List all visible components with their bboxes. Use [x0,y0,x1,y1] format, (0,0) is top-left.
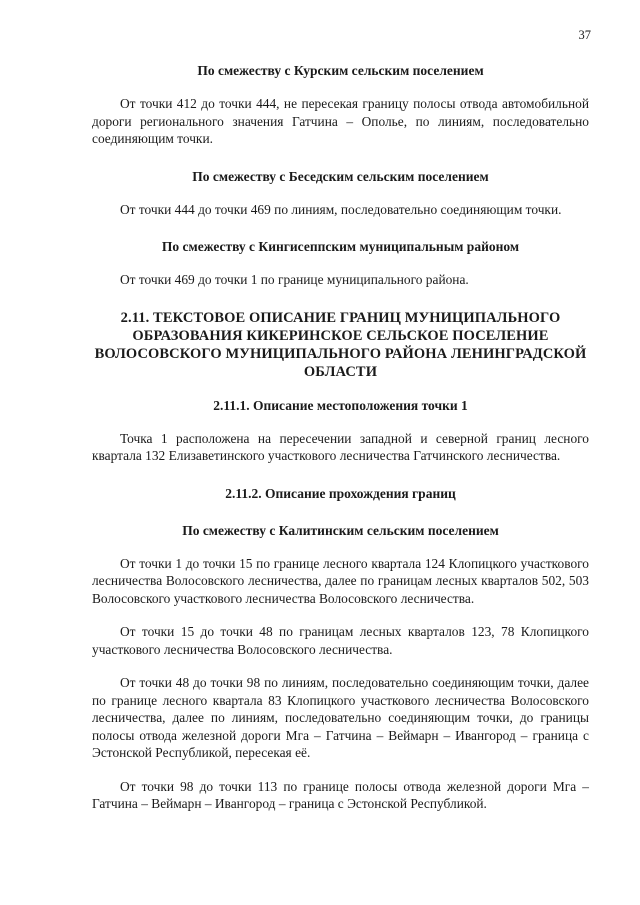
beseda-heading: По смежеству с Беседским сельским поселением [192,168,489,184]
kursk-heading: По смежеству с Курским сельским поселением [197,63,484,78]
page-number: 37 [578,28,591,42]
subsection-1-heading: 2.11.1. Описание местоположения точки 1 [213,397,468,413]
subsection-2-heading: 2.11.2. Описание прохождения границ [225,485,456,501]
main-section-heading: 2.11. ТЕКСТОВОЕ ОПИСАНИЕ ГРАНИЦ МУНИЦИПАЛЬНОГО ОБРАЗОВАНИЯ КИКЕРИНСКОЕ СЕЛЬСКОЕ ПОСЕЛЕНИЕ ВОЛОСОВСКОГО МУНИЦИПАЛЬНОГО РАЙОНА ЛЕНИНГРАДСКОЙ ОБЛАСТИ [94,309,587,380]
kingisepp-paragraph: От точки 469 до точки 1 по границе муниципального района. [120,272,469,287]
kalitino-paragraph-3: От точки 48 до точки 98 по линиям, последовательно соединяющим точки, далее по границе лесного квартала 83 Клопицкого участкового лесничества Волосовского лесничества, далее по линиям, последовательно соединяющим точки, до границы полосы отвода железной дороги Мга – Гатчина – Веймарн – Ивангород – граница с Эстонской Республикой, пересекая её. [92,675,589,760]
kalitino-paragraph-1: От точки 1 до точки 15 по границе лесного квартала 124 Клопицкого участкового лесничества Волосовского лесничества, далее по границам лесных кварталов 502, 503 Волосовского участкового лесничества Волосовского лесничества. [92,555,589,606]
kursk-paragraph: От точки 412 до точки 444, не пересекая границу полосы отвода автомобильной дороги регионального значения Гатчина – Ополье, по линиям, последовательно соединяющим точки. [92,96,589,146]
beseda-paragraph: От точки 444 до точки 469 по линиям, последовательно соединяющим точки. [120,201,562,217]
document-body [92,62,589,813]
kingisepp-heading: По смежеству с Кингисеппским муниципальным районом [161,239,520,254]
kalitino-paragraph-4: От точки 98 до точки 113 по границе полосы отвода железной дороги Мга – Гатчина – Веймарн – Ивангород – граница с Эстонской Республикой. [92,778,589,811]
subsection-1-paragraph: Точка 1 расположена на пересечении западной и северной границ лесного квартала 132 Елизаветинского участкового лесничества Гатчинского лесничества. [92,430,589,463]
kalitino-paragraph-2: От точки 15 до точки 48 по границам лесных кварталов 123, 78 Клопицкого участкового лесничества Волосовского лесничества. [92,624,589,657]
kalitino-heading: По смежеству с Калитинским сельским поселением [182,522,499,538]
